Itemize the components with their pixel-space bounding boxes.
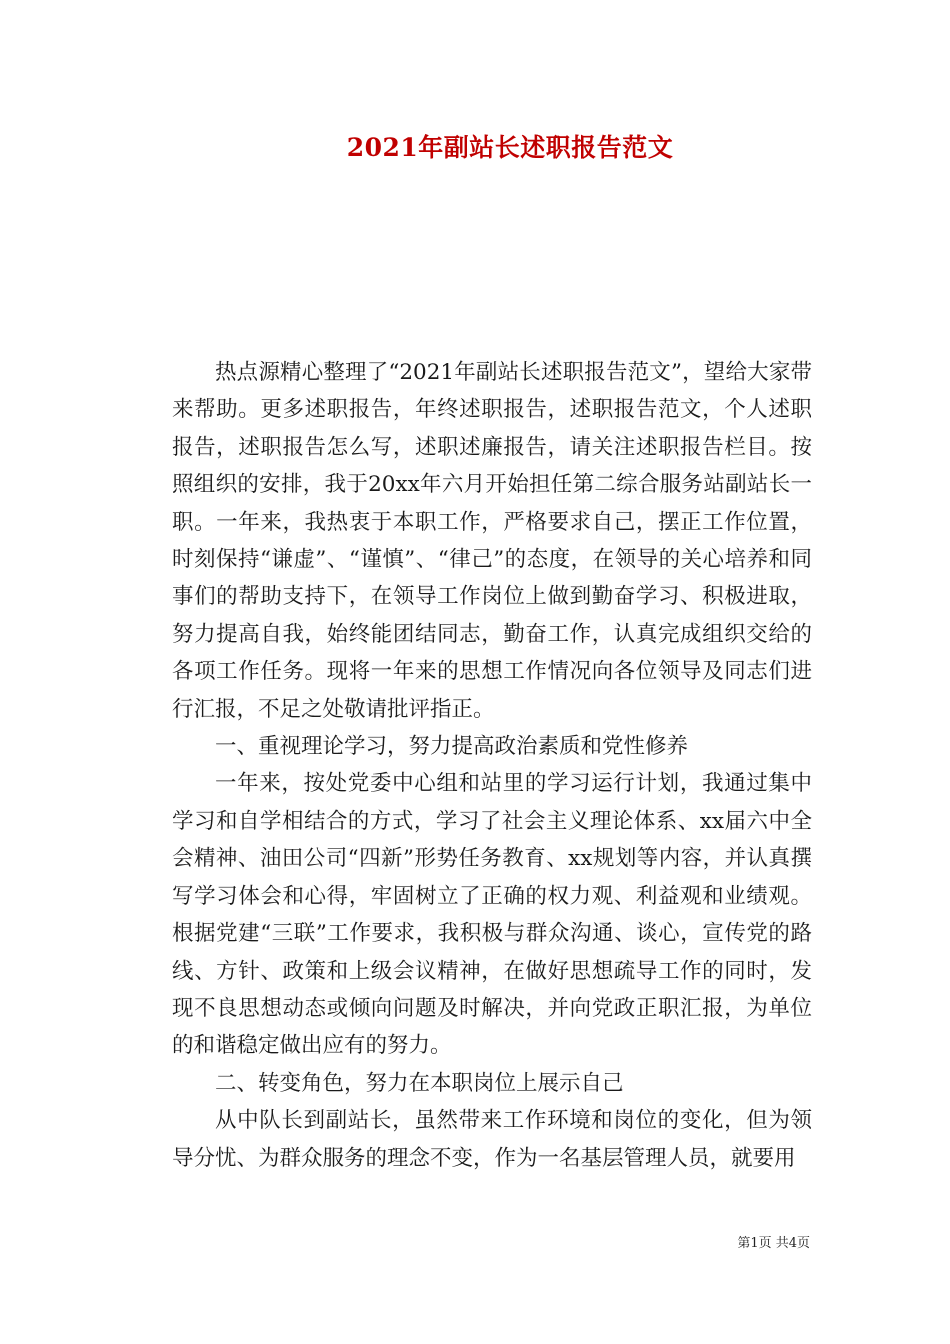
section-heading-1: 一、重视理论学习，努力提高政治素质和党性修养 bbox=[215, 734, 689, 760]
section-heading-2: 二、转变角色，努力在本职岗位上展示自己 bbox=[215, 1070, 624, 1096]
paragraph-section-1: 一年来，按处党委中心组和站里的学习运行计划，我通过集中学习和自学相结合的方式，学习了社会主义理论体系、xx届六中全会精神、油田公司“四新”形势任务教育、xx规划等内容，并认真撰写学习体会和心得，牢固树立了正确的权力观、利益观和业绩观。根据党建“三联”工作要求，我积极与群众沟通、谈心，宣传党的路线、方针、政策和上级会议精神，在做好思想疏导工作的同时，发现不良思想动态或倾向问题及时解决，并向党政正职汇报，为单位的和谐稳定做出应有的努力。 bbox=[172, 771, 812, 1059]
paragraph-section-2: 从中队长到副站长，虽然带来工作环境和岗位的变化，但为领导分忧、为群众服务的理念不变，作为一名基层管理人员，就要用 bbox=[172, 1108, 812, 1171]
document-body bbox=[172, 354, 812, 1177]
paragraph-intro: 热点源精心整理了“2021年副站长述职报告范文”，望给大家带来帮助。更多述职报告，年终述职报告，述职报告范文，个人述职报告，述职报告怎么写，述职述廉报告，请关注述职报告栏目。按照组织的安排，我于20xx年六月开始担任第二综合服务站副站长一职。一年来，我热衷于本职工作，严格要求自己，摆正工作位置，时刻保持“谦虚”、“谨慎”、“律己”的态度，在领导的关心培养和同事们的帮助支持下，在领导工作岗位上做到勤奋学习、积极进取，努力提高自我，始终能团结同志，勤奋工作，认真完成组织交给的各项工作任务。现将一年来的思想工作情况向各位领导及同志们进行汇报，不足之处敬请批评指正。 bbox=[172, 360, 812, 722]
page-number-footer: 第1页 共4页 bbox=[737, 1236, 810, 1251]
document-title: 2021年副站长述职报告范文 bbox=[346, 133, 674, 162]
